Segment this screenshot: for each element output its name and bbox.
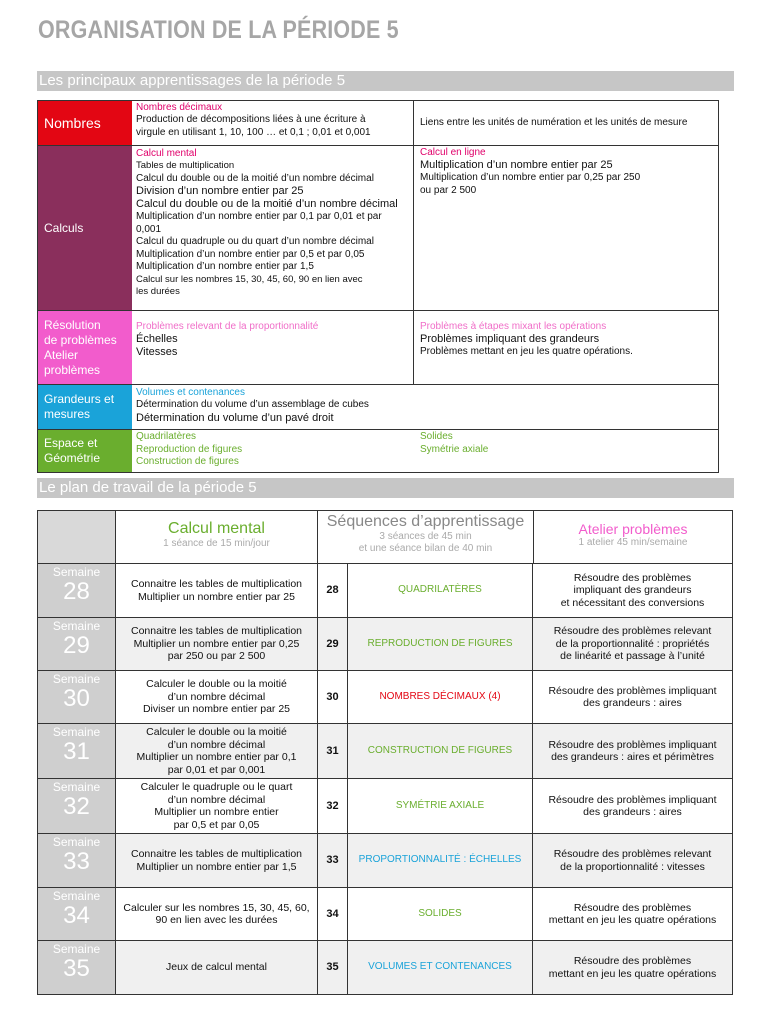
week-label: Semaine	[52, 835, 101, 849]
calculs-col1	[132, 146, 414, 310]
sequence-number: 30	[318, 671, 348, 723]
text-line: Résoudre des problèmes relevant	[553, 625, 712, 638]
text-line: Multiplication d’un nombre entier par 1,5	[136, 261, 314, 272]
text-line: Échelles	[136, 333, 178, 345]
header-sequences-sub1: 3 séances de 45 min	[379, 531, 472, 542]
text-line: Multiplication d’un nombre entier par 0,25 par 250	[420, 172, 641, 183]
row-nombres	[38, 101, 718, 146]
text-line: Connaitre les tables de multiplication	[130, 848, 302, 860]
text-line: Calcul sur les nombres 15, 30, 45, 60, 90 en lien avec	[136, 273, 363, 285]
category-espace	[38, 430, 132, 472]
nombres-col2	[414, 101, 718, 145]
text-line: des grandeurs : aires	[583, 697, 682, 709]
text-line: Multiplication d’un nombre entier par 0,5 et par 0,05	[136, 248, 365, 260]
text-line: Vitesses	[136, 346, 178, 358]
week-label: Semaine	[52, 672, 101, 686]
plan-header-row	[38, 511, 732, 564]
text-line: Diviser un nombre entier par 25	[142, 703, 291, 716]
text-line: Connaitre les tables de multiplication	[130, 625, 302, 638]
nombres-col1	[132, 101, 414, 145]
text-line: mettant en jeu les quatre opérations	[548, 967, 717, 980]
category-calculs: Calculs	[38, 146, 132, 310]
header-atelier-sub: 1 atelier 45 min/semaine	[578, 537, 688, 548]
week-label-cell	[38, 618, 116, 670]
sequence-title: SYMÉTRIE AXIALE	[348, 779, 533, 833]
atelier-cell	[533, 618, 732, 670]
sequence-title: CONSTRUCTION DE FIGURES	[348, 724, 533, 778]
text-line: par 0,5 et par 0,05	[173, 818, 260, 831]
text-line: Multiplier un nombre entier	[154, 806, 279, 818]
text-line: Symétrie axiale	[420, 443, 489, 455]
atelier-cell	[533, 671, 732, 723]
header-sequences-sub2: et une séance bilan de 40 min	[358, 543, 493, 554]
sequence-number: 28	[318, 564, 348, 617]
text-line: et nécessitant des conversions	[560, 596, 705, 609]
text-line: Résoudre des problèmes impliquant	[548, 684, 717, 697]
text-line: Résoudre des problèmes	[573, 955, 692, 967]
resolution-col2	[414, 311, 718, 384]
text-line: d’un nombre décimal	[167, 793, 266, 806]
text-line: Résoudre des problèmes relevant	[553, 848, 712, 860]
sequence-title: NOMBRES DÉCIMAUX (4)	[348, 671, 533, 723]
calcul-mental-cell	[116, 564, 318, 617]
week-number: 30	[63, 685, 90, 712]
nombres-col1-heading: Nombres décimaux	[136, 102, 223, 113]
resolution-col1-heading: Problèmes relevant de la proportionnalité	[136, 321, 319, 332]
text-line: d’un nombre décimal	[167, 738, 266, 751]
text-line: Construction de figures	[136, 456, 239, 467]
week-row	[38, 888, 732, 941]
text-line: Liens entre les unités de numération et les unités de mesure	[420, 116, 688, 128]
text-line: Calculer le double ou la moitié	[146, 678, 287, 691]
atelier-cell	[533, 941, 732, 994]
category-nombres: Nombres	[38, 101, 132, 145]
grandeurs-heading: Volumes et contenances	[136, 387, 245, 398]
week-number: 34	[63, 902, 90, 929]
text-line: mettant en jeu les quatre opérations	[548, 914, 717, 926]
text-line: Multiplication d’un nombre entier par 25	[420, 159, 613, 171]
text-line: de linéarité et passage à l’unité	[560, 650, 705, 663]
text-line: Résoudre des problèmes	[573, 901, 692, 914]
category-line: de problèmes	[44, 332, 117, 347]
week-label-cell	[38, 888, 116, 940]
header-calcul-sub: 1 séance de 15 min/jour	[163, 538, 270, 549]
week-number: 28	[63, 578, 90, 605]
text-line: Calcul du double ou de la moitié d’un nombre décimal	[136, 172, 374, 184]
calcul-mental-cell	[116, 671, 318, 723]
calcul-mental-cell	[116, 724, 318, 778]
text-line: Résoudre des problèmes impliquant	[548, 793, 717, 806]
section-banner-apprentissages: Les principaux apprentissages de la période 5	[37, 71, 734, 91]
text-line: Détermination du volume d’un assemblage de cubes	[136, 399, 369, 410]
text-line: Multiplication d’un nombre entier par 0,1 par 0,01 et par	[136, 211, 382, 222]
category-line: mesures	[44, 407, 91, 421]
text-line: Multiplier un nombre entier par 0,1	[136, 751, 297, 763]
sequence-number: 35	[318, 941, 348, 994]
text-line: Résoudre des problèmes impliquant	[548, 738, 717, 751]
text-line: par 0,01 et par 0,001	[167, 763, 266, 776]
text-line: Calculer le double ou la moitié	[146, 726, 287, 738]
text-line: d’un nombre décimal	[167, 690, 266, 703]
week-number: 35	[63, 955, 90, 982]
apprentissages-table	[37, 100, 719, 473]
week-label-cell	[38, 724, 116, 778]
text-line: Détermination du volume d’un pavé droit	[136, 411, 334, 424]
sequence-title: VOLUMES ET CONTENANCES	[348, 941, 533, 994]
header-calcul	[116, 511, 318, 563]
week-row	[38, 834, 732, 888]
week-label-cell	[38, 564, 116, 617]
text-line: impliquant des grandeurs	[573, 584, 692, 597]
category-line: Résolution	[44, 317, 101, 332]
week-row	[38, 941, 732, 994]
header-atelier-title: Atelier problèmes	[578, 521, 688, 537]
header-calcul-title: Calcul mental	[168, 520, 265, 537]
text-line: Production de décompositions liées à une écriture à	[136, 114, 366, 125]
sequence-title: SOLIDES	[348, 888, 533, 940]
text-line: ou par 2 500	[420, 184, 477, 196]
page-title: ORGANISATION DE LA PÉRIODE 5	[38, 16, 399, 44]
week-row	[38, 779, 732, 834]
text-line: 90 en lien avec les durées	[155, 914, 278, 926]
week-label: Semaine	[52, 565, 101, 579]
text-line: Multiplier un nombre entier par 1,5	[136, 860, 297, 873]
week-number: 31	[63, 738, 90, 765]
sequence-number: 34	[318, 888, 348, 940]
text-line: Multiplier un nombre entier par 0,25	[133, 637, 300, 650]
header-corner	[38, 511, 116, 563]
category-grandeurs	[38, 385, 132, 429]
header-sequences-title: Séquences d’apprentissage	[326, 513, 525, 530]
category-line: Atelier	[44, 347, 79, 362]
section-banner-plan: Le plan de travail de la période 5	[37, 478, 734, 498]
week-label: Semaine	[52, 725, 101, 739]
row-espace	[38, 430, 718, 472]
atelier-cell	[533, 834, 732, 887]
sequence-number: 32	[318, 779, 348, 833]
calcul-mental-cell	[116, 834, 318, 887]
week-label-cell	[38, 779, 116, 833]
header-sequences	[318, 511, 534, 563]
week-label-cell	[38, 834, 116, 887]
week-label: Semaine	[52, 942, 101, 956]
sequence-number: 33	[318, 834, 348, 887]
atelier-cell	[533, 779, 732, 833]
atelier-cell	[533, 564, 732, 617]
atelier-cell	[533, 888, 732, 940]
grandeurs-col	[132, 385, 718, 429]
sequence-title: QUADRILATÈRES	[348, 564, 533, 617]
text-line: Division d’un nombre entier par 25	[136, 185, 304, 197]
text-line: 0,001	[136, 223, 162, 235]
resolution-col1	[132, 311, 414, 384]
calcul-mental-cell	[116, 941, 318, 994]
text-line: Calcul du quadruple ou du quart d’un nombre décimal	[136, 236, 374, 247]
resolution-col2-heading: Problèmes à étapes mixant les opérations	[420, 321, 607, 332]
week-number: 29	[63, 632, 90, 659]
category-line: Grandeurs et	[44, 392, 115, 406]
text-line: Jeux de calcul mental	[166, 961, 267, 974]
text-line: Connaitre les tables de multiplication	[130, 578, 302, 590]
text-line: Résoudre des problèmes	[573, 571, 692, 584]
calculs-col2-heading: Calcul en ligne	[420, 147, 486, 158]
category-line: Espace et	[44, 436, 98, 450]
sequence-title: PROPORTIONNALITÉ : ÉCHELLES	[348, 834, 533, 887]
plan-table	[37, 510, 733, 995]
atelier-cell	[533, 724, 732, 778]
week-row	[38, 618, 732, 671]
sequence-title: REPRODUCTION DE FIGURES	[348, 618, 533, 670]
text-line: Calculer le quadruple ou le quart	[140, 781, 293, 793]
calculs-col2	[414, 146, 718, 310]
week-row	[38, 564, 732, 618]
text-line: Reproduction de figures	[136, 443, 243, 455]
week-number: 33	[63, 848, 90, 875]
espace-col1	[132, 430, 414, 472]
category-line: problèmes	[44, 362, 101, 377]
week-label: Semaine	[52, 619, 101, 633]
category-line: Géométrie	[44, 451, 101, 465]
week-number: 32	[63, 793, 90, 820]
text-line: Quadrilatères	[136, 431, 197, 442]
week-label: Semaine	[52, 889, 101, 903]
sequence-number: 31	[318, 724, 348, 778]
text-line: Solides	[420, 431, 453, 442]
week-label-cell	[38, 941, 116, 994]
text-line: Problèmes impliquant des grandeurs	[420, 333, 600, 345]
text-line: virgule en utilisant 1, 10, 100 … et 0,1 ; 0,01 et 0,001	[136, 126, 371, 138]
text-line: de la proportionnalité : propriétés	[555, 637, 710, 650]
text-line: les durées	[136, 286, 180, 297]
text-line: des grandeurs : aires	[583, 806, 682, 818]
calcul-mental-cell	[116, 888, 318, 940]
calcul-mental-cell	[116, 779, 318, 833]
category-resolution	[38, 311, 132, 384]
row-calculs	[38, 146, 718, 311]
week-row	[38, 724, 732, 779]
calculs-col1-heading: Calcul mental	[136, 148, 197, 159]
text-line: Calculer sur les nombres 15, 30, 45, 60,	[123, 901, 310, 914]
text-line: Problèmes mettant en jeu les quatre opérations.	[420, 346, 633, 357]
sequence-number: 29	[318, 618, 348, 670]
text-line: Tables de multiplication	[136, 160, 235, 171]
week-row	[38, 671, 732, 724]
espace-col2	[414, 430, 718, 472]
calcul-mental-cell	[116, 618, 318, 670]
text-line: par 250 ou par 2 500	[167, 650, 266, 663]
row-resolution	[38, 311, 718, 385]
text-line: de la proportionnalité : vitesses	[560, 860, 705, 873]
text-line: Multiplier un nombre entier par 25	[137, 590, 295, 603]
text-line: Calcul du double ou de la moitié d’un nombre décimal	[136, 198, 398, 210]
week-label-cell	[38, 671, 116, 723]
week-label: Semaine	[52, 780, 101, 794]
row-grandeurs	[38, 385, 718, 430]
text-line: des grandeurs : aires et périmètres	[551, 751, 714, 763]
header-atelier	[534, 511, 732, 563]
